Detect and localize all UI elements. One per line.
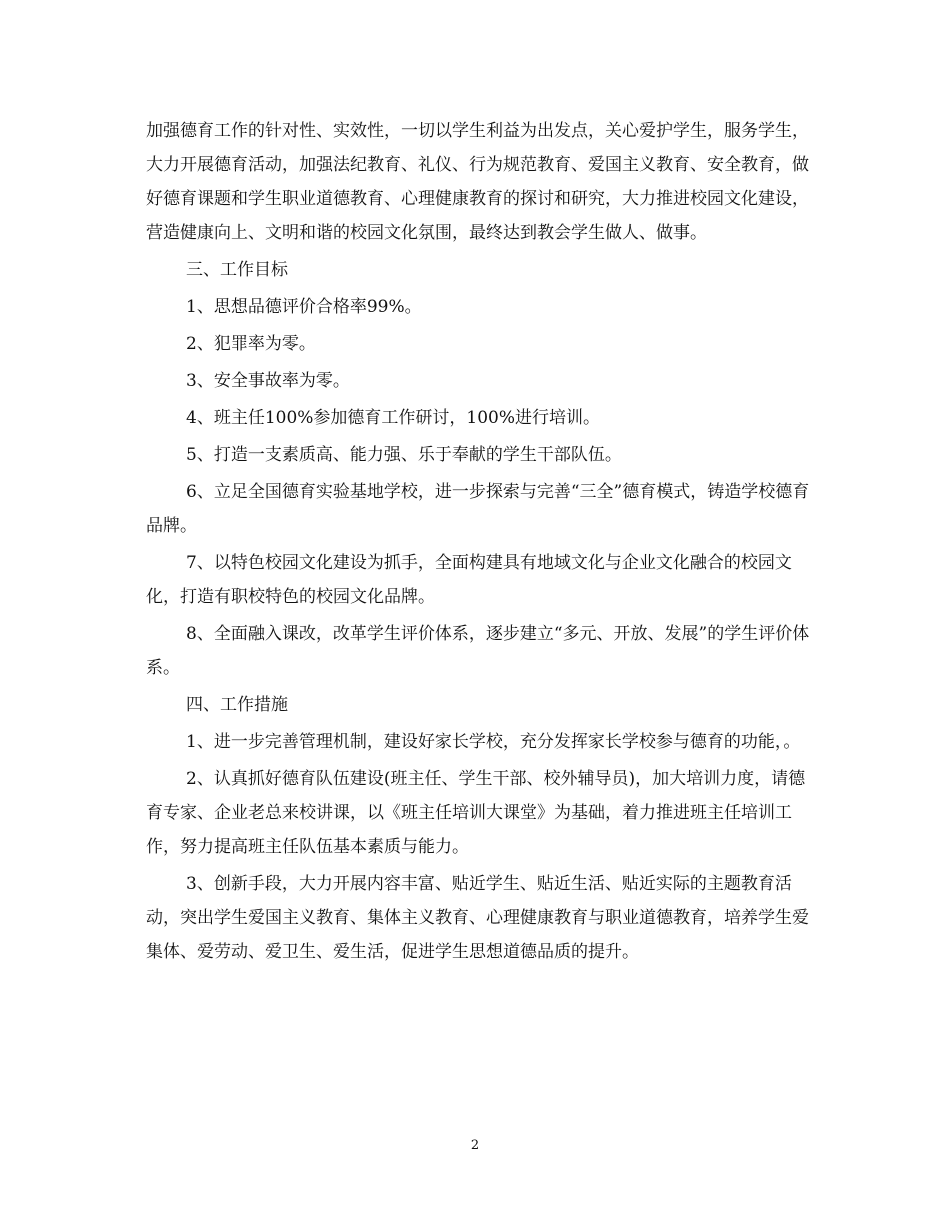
goal-item-1: 1、思想品德评价合格率99%。 [186,297,422,317]
measure-item-1: 1、进一步完善管理机制，建设好家长学校，充分发挥家长学校参与德育的功能，。 [186,732,801,752]
goal-item-5: 5、打造一支素质高、能力强、乐于奉献的学生干部队伍。 [186,445,622,465]
body-text [146,114,811,972]
goal-item-6: 6、立足全国德育实验基地学校，进一步探索与完善“三全”德育模式，铸造学校德育品牌。 [146,482,810,536]
goal-item-2: 2、犯罪率为零。 [186,334,316,354]
measure-item-2: 2、认真抓好德育队伍建设(班主任、学生干部、校外辅导员)，加大培训力度，请德育专家、企业老总来校讲课，以《班主任培训大课堂》为基础，着力推进班主任培训工作，努力提高班主任队伍基本素质与能力。 [146,769,806,857]
goal-item-7: 7、以特色校园文化建设为抓手，全面构建具有地域文化与企业文化融合的校园文化，打造有职校特色的校园文化品牌。 [146,553,792,607]
heading-work-measures: 四、工作措施 [186,695,288,715]
goal-item-3: 3、安全事故率为零。 [186,371,350,391]
paragraph-intro: 加强德育工作的针对性、实效性，一切以学生利益为出发点，关心爱护学生，服务学生，大力开展德育活动，加强法纪教育、礼仪、行为规范教育、爱国主义教育、安全教育，做好德育课题和学生职业道德教育、心理健康教育的探讨和研究，大力推进校园文化建设，营造健康向上、文明和谐的校园文化氛围，最终达到教会学生做人、做事。 [146,121,809,243]
goal-item-8: 8、全面融入课改，改革学生评价体系，逐步建立“多元、开放、发展”的学生评价体系。 [146,624,810,678]
goal-item-4: 4、班主任100%参加德育工作研讨，100%进行培训。 [186,408,601,428]
measure-item-3: 3、创新手段，大力开展内容丰富、贴近学生、贴近生活、贴近实际的主题教育活动，突出学生爱国主义教育、集体主义教育、心理健康教育与职业道德教育，培养学生爱集体、爱劳动、爱卫生、爱生活，促进学生思想道德品质的提升。 [146,874,809,962]
page-number: 2 [470,1138,480,1153]
heading-work-goals: 三、工作目标 [186,260,288,280]
